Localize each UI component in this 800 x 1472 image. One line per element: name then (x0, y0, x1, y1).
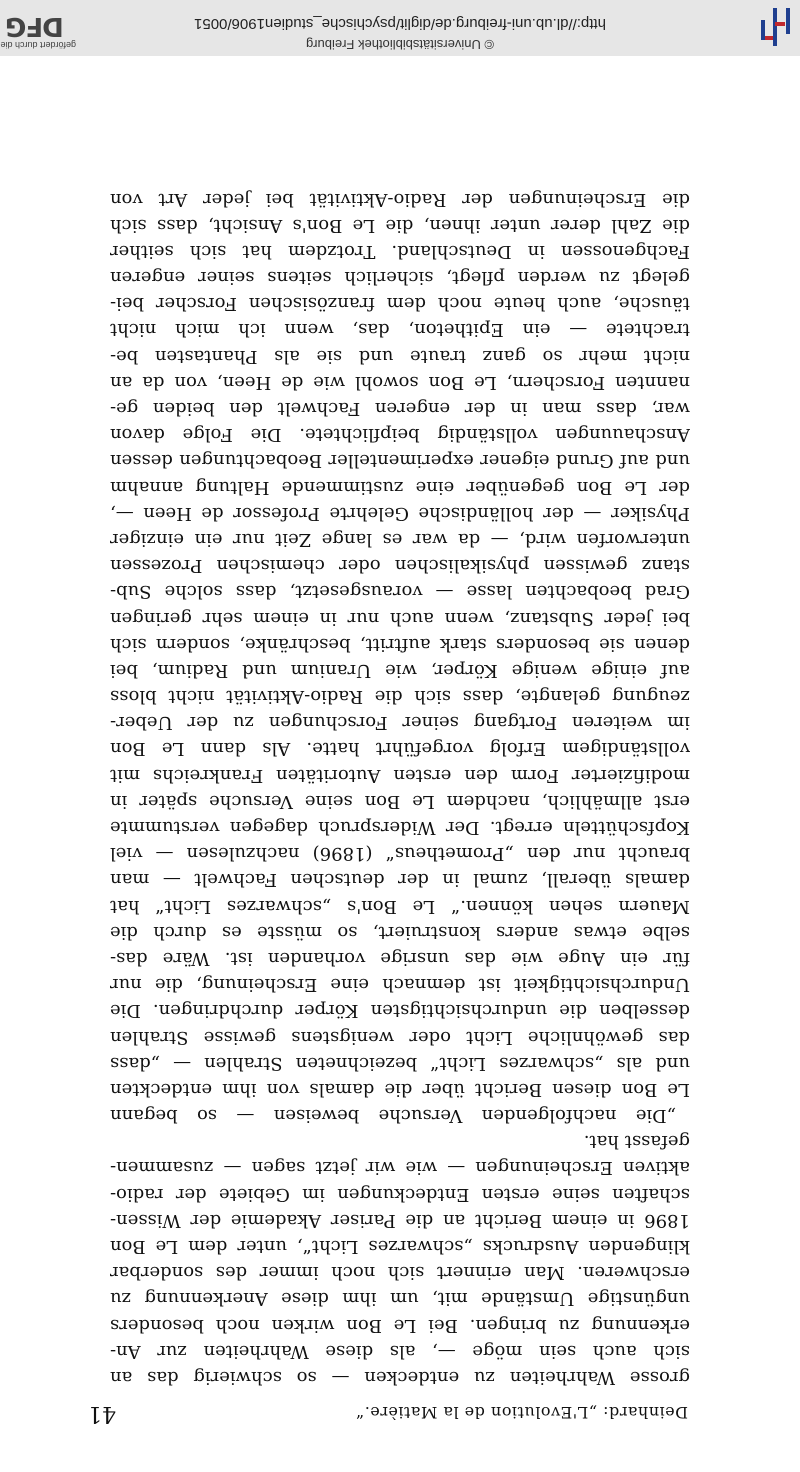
text-line: Anschauungen vollständig beipflichtete. Die Folge davon (110, 424, 690, 446)
text-line: gefasst hat. (583, 1131, 690, 1153)
text-line: denen sie besonders stark auftritt, beschränke, sondern sich (110, 633, 690, 655)
text-line: trachtete — ein Epitheton, das, wenn ich mich nicht (110, 319, 690, 341)
text-line: nicht mehr so ganz traute und sie als Phantasten be- (110, 345, 690, 367)
text-line: stanz gewissen physikalischen oder chemischen Prozessen (110, 555, 690, 577)
dfg-logo (0, 6, 76, 50)
text-line: grosse Wahrheiten zu entdecken — so schwierig das an (110, 1367, 690, 1388)
text-line: war, dass man in der engeren Fachwelt den beiden ge- (110, 398, 690, 420)
text-line: Fachgenossen in Deutschland. Trotzdem hat sich seither (110, 240, 690, 262)
text-line: im weiteren Fortgang seiner Forschungen zu der Ueber- (110, 712, 690, 734)
text-line: zeugung gelangte, dass sich die Radio-Aktivität nicht bloss (110, 686, 690, 708)
text-line: gelegt zu werden pflegt, sicherlich seitens seiner engeren (110, 267, 690, 289)
text-line: „Die nachfolgenden Versuche beweisen — so begann (110, 1105, 676, 1127)
page-number: 41 (88, 1401, 116, 1426)
text-line: auf einige wenige Körper, wie Uranium und Radium, bei (110, 659, 690, 681)
text-line: klingenden Ausdrucks „schwarzes Licht“, unter dem Le Bon (110, 1236, 690, 1258)
text-line: erst allmählich, nachdem Le Bon seine Versuche später in (110, 790, 690, 812)
dfg-logo-text: DFG (6, 11, 64, 41)
text-line: damals überall, zumal in der deutschen Fachwelt — man (110, 869, 690, 891)
text-line: der Le Bon gegenüber eine zustimmende Haltung annahm (110, 476, 690, 498)
text-line: und als „schwarzes Licht“ bezeichneten Strahlen — „dass (110, 1052, 690, 1074)
text-line: schaften seine ersten Entdeckungen im Gebiete der radio- (110, 1183, 690, 1205)
text-line: erschweren. Man erinnert sich noch immer des sonderbar (110, 1262, 690, 1284)
text-line: modifizierter Form den ersten Autoritäten Frankreichs mit (110, 764, 690, 786)
text-line: erkennung zu bringen. Bei Le Bon wirken noch besonders (110, 1314, 690, 1336)
text-line: selbe etwas anders konstruiert, so müsste es durch die (110, 921, 690, 943)
text-line: Kopfschütteln erregt. Der Widerspruch dagegen verstummte (110, 817, 690, 839)
text-line: braucht nur den „Prometheus“ (1896) nachzulesen — viel (110, 843, 690, 865)
text-line: Undurchsichtigkeit ist demnach eine Erscheinung, die nur (110, 974, 690, 996)
text-line: Le Bon diesen Bericht über die damals von ihm entdeckten (110, 1078, 690, 1100)
footer-bar (0, 0, 800, 56)
text-line: das gewöhnliche Licht oder wenigstens gewisse Strahlen (110, 1026, 690, 1048)
text-line: unterworfen wird, — da war es lange Zeit nur ein einziger (110, 529, 690, 550)
text-line: desselben die undurchsichtigsten Körper durchdringen. Die (110, 1000, 690, 1022)
text-line: bei jeder Substanz, wenn auch nur in einem sehr geringen (110, 607, 690, 629)
text-line: Physiker — der holländische Gelehrte Professor de Heen —, (110, 502, 690, 524)
body-text (110, 185, 690, 1390)
running-title: Deinhard: „L'Evolution de la Matière.“ (355, 1403, 688, 1422)
running-header (88, 1392, 688, 1426)
text-line: und auf Grund eigener experimenteller Beobachtungen dessen (110, 450, 690, 472)
university-library-logo-icon (754, 6, 796, 48)
permalink-url[interactable]: http://dl.ub.uni-freiburg.de/diglit/psychische_studien1906/0051 (194, 15, 606, 32)
dfg-subtitle: gefördert durch die (0, 40, 76, 50)
text-line: die Erscheinungen der Radio-Aktivität bei jeder Art von (110, 188, 690, 210)
text-line: ungünstige Umstände mit, um ihm diese Anerkennung zu (110, 1288, 690, 1310)
text-line: vollständigem Erfolg vorgeführt hatte. Als dann Le Bon (110, 738, 690, 760)
text-line: Mauern sehen können.“ Le Bon's „schwarzes Licht“ hat (110, 895, 690, 917)
text-line: täusche, auch heute noch dem französischen Forscher bei- (110, 293, 690, 315)
text-line: nannten Forschern, Le Bon sowohl wie de Heen, von da an (110, 371, 690, 393)
text-line: sich auch sein möge —, als diese Wahrheiten zur An- (110, 1340, 690, 1362)
copyright-notice: © Universitätsbibliothek Freiburg (305, 37, 495, 52)
text-line: Grad beobachten lasse — vorausgesetzt, dass solche Sub- (110, 581, 690, 603)
text-line: die Zahl derer unter ihnen, die Le Bon's Ansicht, dass sich (110, 214, 690, 236)
text-line: aktiven Erscheinungen — wie wir jetzt sagen — zusammen- (110, 1157, 690, 1179)
text-line: für ein Auge wie das unsrige vorhanden ist. Wäre das- (110, 948, 690, 969)
text-line: 1896 in einem Bericht an die Pariser Akademie der Wissen- (110, 1209, 690, 1231)
